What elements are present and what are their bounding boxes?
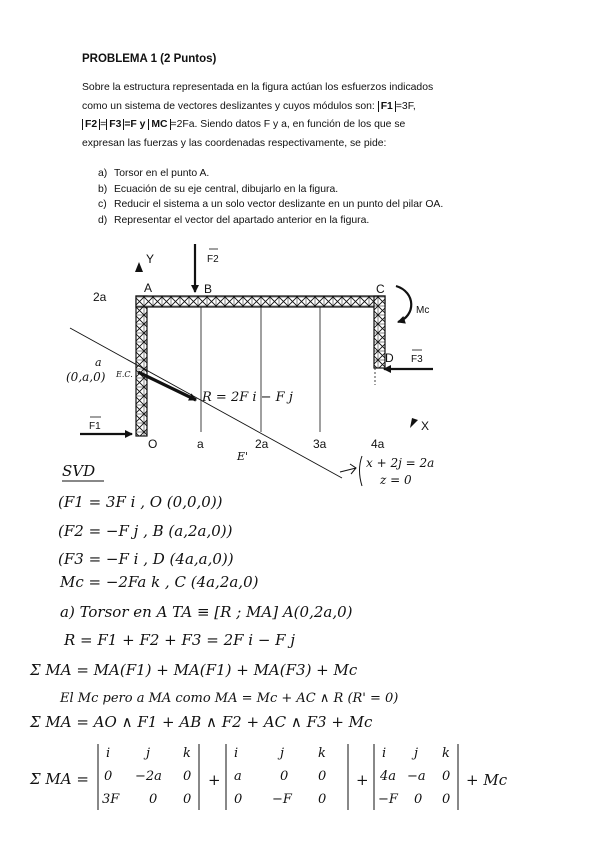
hw-det-lhs: Σ MA = <box>30 770 89 788</box>
point-b-label: B <box>204 282 213 296</box>
svg-text:3F: 3F <box>102 792 120 807</box>
statement-line-4: expresan las fuerzas y las coordenadas respectivamente, se pide: <box>82 137 387 149</box>
hw-origin: (0,a,0) <box>66 370 106 384</box>
hw-origin-mark: E.C. <box>116 370 133 379</box>
moment-mc-label: Mc <box>416 305 430 316</box>
svg-text:0: 0 <box>442 769 451 784</box>
hw-plus-1: + <box>208 771 221 789</box>
point-a-label: A <box>144 281 153 295</box>
point-d-label: D <box>385 351 394 365</box>
svg-text:0: 0 <box>280 769 289 784</box>
svg-text:k: k <box>183 746 191 761</box>
force-f2-label: F2 <box>207 254 219 265</box>
tick-2a-label: 2a <box>255 437 269 451</box>
svg-text:j: j <box>146 746 151 761</box>
column-OA <box>136 296 147 436</box>
modulus-f1-value: =3F, <box>395 100 416 112</box>
modulus-f3: F3 <box>106 119 124 130</box>
hw-brace <box>360 456 363 486</box>
svg-text:k: k <box>318 746 326 761</box>
svg-text:0: 0 <box>149 792 158 807</box>
force-f3-label: F3 <box>411 354 423 365</box>
hw-el-line: El Mc pero a MA como MA = Mc + AC ∧ R (R' = 0) <box>60 691 399 706</box>
tick-3a-label: 3a <box>313 437 327 451</box>
hw-det-tail: + Mc <box>466 771 508 789</box>
task-item: c) Reducir el sistema a un solo vector deslizante en un punto del pilar OA. <box>98 199 444 210</box>
hw-mc-line: Mc = −2Fa k , C (4a,2a,0) <box>60 573 259 591</box>
force-f1-label: F1 <box>89 421 101 432</box>
statement-line-3: F2 = F3 =F y MC =2Fa. Siendo datos F y a, en función de los que se <box>82 116 512 135</box>
svg-text:j: j <box>414 746 419 761</box>
hw-f3-line: (F3 = −F i , D (4a,a,0)) <box>58 550 234 568</box>
point-c-label: C <box>376 282 385 296</box>
problem-title: PROBLEMA 1 (2 Puntos) <box>82 53 217 65</box>
axis-x-label: X <box>421 419 430 433</box>
modulus-mc: MC <box>148 119 170 130</box>
hw-sum2-line: Σ MA = AO ∧ F1 + AB ∧ F2 + AC ∧ F3 + Mc <box>30 713 373 731</box>
hw-plus-2: + <box>356 771 369 789</box>
axis-y-label: Y <box>146 252 155 266</box>
svg-text:0: 0 <box>104 769 113 784</box>
statement-line-1: Sobre la estructura representada en la figura actúan los esfuerzos indicados <box>82 82 434 93</box>
tick-a-label: a <box>197 437 204 451</box>
tick-4a-label: 4a <box>371 437 385 451</box>
y-axis-arrow-icon <box>135 262 143 272</box>
statement-line-3-rest: =2Fa. Siendo datos F y a, en función de los que se <box>170 119 406 130</box>
hw-r-line: R = F1 + F2 + F3 = 2F i − F j <box>64 631 296 649</box>
hw-f1-line: (F1 = 3F i , O (0,0,0)) <box>58 493 223 511</box>
svg-text:−F: −F <box>272 792 292 807</box>
hw-pointer-arrow <box>340 464 356 474</box>
svg-text:i: i <box>234 746 239 761</box>
label-2a-left: 2a <box>93 290 107 304</box>
svg-text:0: 0 <box>234 792 243 807</box>
hw-resultant: R = 2F i − F j <box>202 390 293 405</box>
task-item: d) Representar el vector del apartado anterior en la figura. <box>98 214 370 226</box>
svg-text:0: 0 <box>442 792 451 807</box>
hw-point-a: a <box>95 356 102 369</box>
svg-text:−2a: −2a <box>135 769 162 784</box>
svg-text:0: 0 <box>183 769 192 784</box>
hw-e-prime: E' <box>237 450 249 463</box>
svg-text:a: a <box>234 769 242 784</box>
svg-text:0: 0 <box>318 792 327 807</box>
svg-text:0: 0 <box>183 792 192 807</box>
modulus-f2: F2 <box>82 119 100 130</box>
modulus-f1: F1 <box>378 101 396 112</box>
task-item: a) Torsor en el punto A. <box>98 168 210 179</box>
point-o-label: O <box>148 437 158 451</box>
svg-text:j: j <box>280 746 285 761</box>
hw-a-line: a) Torsor en A TA ≡ [R ; MA] A(0,2a,0) <box>60 603 353 621</box>
svg-text:0: 0 <box>318 769 327 784</box>
modulus-f-value: =F y <box>124 119 146 130</box>
hw-sum-line: Σ MA = MA(F1) + MA(F1) + MA(F3) + Mc <box>30 661 358 679</box>
hw-svd: SVD <box>62 462 96 480</box>
beam-AC <box>136 296 385 307</box>
x-axis-arrow-icon <box>410 418 418 428</box>
hw-f2-line: (F2 = −F j , B (a,2a,0)) <box>58 522 233 540</box>
svg-text:0: 0 <box>414 792 423 807</box>
column-CD <box>374 296 385 368</box>
svg-text:−F: −F <box>378 792 398 807</box>
hw-axis-eq-1: x + 2j = 2a <box>366 456 435 470</box>
svg-text:4a: 4a <box>380 769 397 784</box>
task-item: b) Ecuación de su eje central, dibujarlo en la figura. <box>98 183 339 195</box>
solution-block <box>29 462 508 810</box>
statement-line-2-text: como un sistema de vectores deslizantes y cuyos módulos son: <box>82 100 375 112</box>
moment-mc-arrow <box>396 286 411 322</box>
svg-text:k: k <box>442 746 450 761</box>
svg-text:−a: −a <box>407 769 426 784</box>
hw-axis-eq-2: z = 0 <box>380 473 412 487</box>
svg-text:i: i <box>382 746 387 761</box>
svg-text:i: i <box>106 746 111 761</box>
